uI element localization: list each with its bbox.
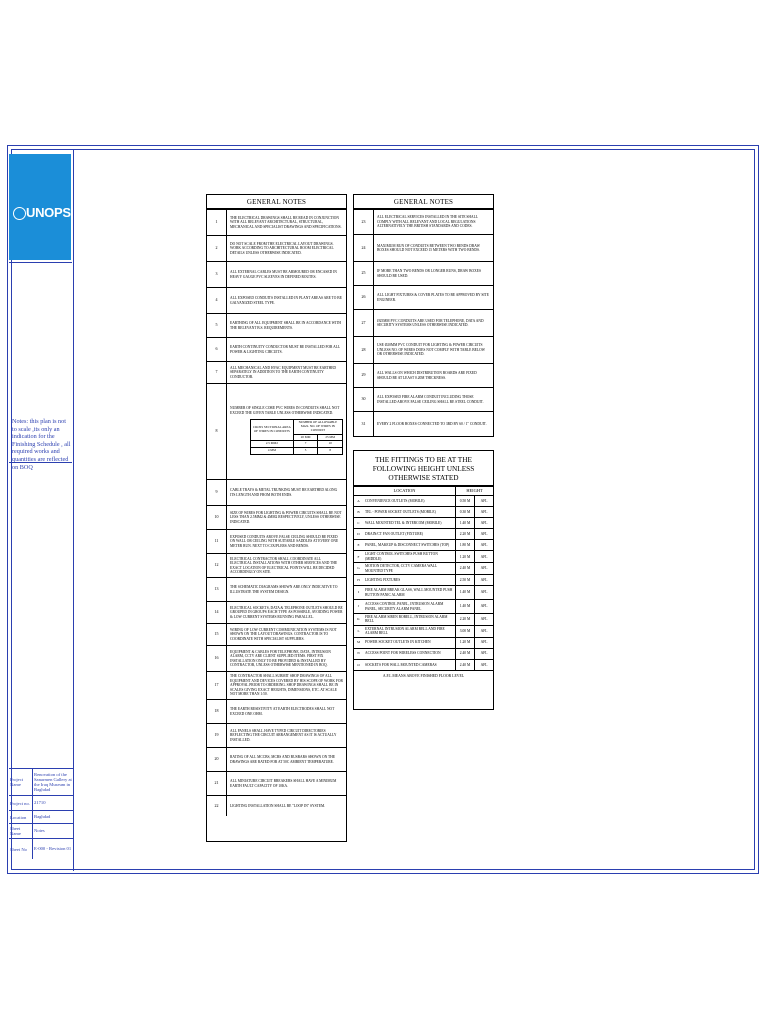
- fitting-reference: AFL: [475, 648, 494, 659]
- note-text-body: THE ELECTRICAL DRAWINGS SHALL BE READ IN CONJUNCTION WITH ALL RELEVANT ARCHITECTURAL, STRUCTURAL, MECHANICAL AND SPECIALIST DRAWINGS AND SPECIFICATIONS.: [230, 215, 342, 229]
- fitting-location: PANEL, MAKEUP & DISCONNECT SWITCHES (TOP): [363, 540, 456, 551]
- fitting-location: CONVENIENCE OUTLETS (MOBILE): [363, 496, 456, 507]
- fitting-index: N: [354, 648, 363, 659]
- fitting-height: 1.20 M: [456, 551, 475, 563]
- fitting-index: B: [354, 507, 363, 518]
- note-row: [354, 388, 493, 412]
- fitting-location: POWER SOCKET OUTLETS IN KITCHEN: [363, 637, 456, 648]
- fitting-index: L: [354, 625, 363, 637]
- note-row: [207, 748, 346, 772]
- conduit-area: 2.5 MM2: [251, 441, 294, 448]
- note-row: [207, 554, 346, 578]
- note-row: [207, 506, 346, 530]
- note-text-body: DO NOT SCALE FROM THE ELECTRICAL LAYOUT DRAWINGS. WORK ACCORDING TO ARCHITECTURAL ROOM ELECTRICAL DETAILS UNLESS OTHERWISE INDICATED.: [230, 241, 334, 255]
- note-text: [227, 554, 347, 578]
- title-block-value: Baghdad: [34, 814, 51, 820]
- note-number: 31: [354, 412, 374, 436]
- divider: [9, 462, 72, 463]
- note-number: 17: [207, 672, 227, 700]
- location-header: LOCATION: [354, 487, 456, 496]
- note-text-body: ALL MINIATURE CIRCUIT BREAKERS SHALL HAVE A MINIMUM EARTH FAULT CAPACITY OF 10KA.: [230, 779, 337, 788]
- note-row: [354, 310, 493, 337]
- note-number: 3: [207, 262, 227, 288]
- note-row: [354, 412, 493, 436]
- note-number: 18: [207, 700, 227, 724]
- note-text-body: ALL WALLS ON WHICH DISTRIBUTION BOARDS ARE FIXED SHOULD BE AT LEAST 0.20M THICKNESS.: [377, 371, 477, 380]
- fitting-location: MOTION DETECTOR, CCTV CAMERA WALL MOUNTED TYPE: [363, 563, 456, 575]
- fitting-index: E: [354, 540, 363, 551]
- note-row: [207, 262, 346, 288]
- note-row: [354, 210, 493, 235]
- title-block-key: Sheet No: [9, 839, 33, 859]
- note-row: [207, 672, 346, 700]
- conduit-sub-25: 25 MM: [318, 434, 343, 441]
- fitting-row: [354, 563, 493, 575]
- note-number: 5: [207, 314, 227, 338]
- note-number: 16: [207, 646, 227, 672]
- note-text-body: THE EARTH RESISTIVITY AT EARTH ELECTRODES SHALL NOT EXCEED ONE OHM.: [230, 707, 335, 716]
- title-block-value: Notes: [34, 828, 45, 834]
- note-text-body: EVERY 2 FLOOR BOXES CONNECTED TO 3BD BY 60 / 1" CONDUIT.: [377, 421, 487, 426]
- note-number: 29: [354, 364, 374, 388]
- note-number: 21: [207, 772, 227, 796]
- fitting-height: 1.40 M: [456, 600, 475, 614]
- note-text: [374, 337, 494, 364]
- title-block-value: 21710: [34, 800, 46, 806]
- logo-text: UNOPS: [26, 205, 71, 220]
- note-number: 24: [354, 235, 374, 262]
- fitting-reference: AFL: [475, 600, 494, 614]
- note-text-body: EXPOSED CONDUITS ABOVE FALSE CEILING SHOULD BE FIXED ON WALL OR CEILING WITH SUITABLE SADDLES AT EVERY ONE METER RUN. NEXT TO COUPLERS AND BENDS.: [230, 534, 339, 548]
- note-row: [207, 362, 346, 384]
- note-text: [227, 796, 347, 816]
- fitting-row: [354, 575, 493, 586]
- note-text: [374, 262, 494, 286]
- note-text-body: CABLE TRAYS & METAL TRUNKING MUST BE EARTHED ALONG ITS LENGTH AND FROM BOTH ENDS.: [230, 488, 338, 497]
- fitting-location: SOCKETS FOR WALL MOUNTED CAMERAS: [363, 659, 456, 670]
- note-text: [227, 646, 347, 672]
- conduit-area: 4 MM: [251, 448, 294, 455]
- fitting-index: D: [354, 529, 363, 540]
- note-number: 14: [207, 602, 227, 624]
- fittings-title: THE FITTINGS TO BE AT THE FOLLOWING HEIGHT UNLESS OTHERWISE STATED: [354, 451, 493, 486]
- title-block: [9, 768, 73, 859]
- fitting-reference: AFL: [475, 496, 494, 507]
- note-number: 25: [354, 262, 374, 286]
- fitting-location: TEL - POWER SOCKET OUTLETS (MOBILE): [363, 507, 456, 518]
- note-row: [207, 384, 346, 480]
- note-row: [207, 210, 346, 236]
- note-text-body: EARTH CONTINUITY CONDUCTOR MUST BE INSTALLED FOR ALL POWER & LIGHTING CIRCUITS.: [230, 345, 341, 354]
- note-row: [207, 796, 346, 816]
- note-number: 23: [354, 210, 374, 235]
- title-block-value: Renovation of the Sanarmen Gallery at the Iraq Museum in Baghdad: [34, 771, 72, 793]
- note-number: 20: [207, 748, 227, 772]
- note-text-body: ELECTRICAL CONTRACTOR SHALL COORDINATE ALL ELECTRICAL INSTALLATIONS WITH OTHER SERVICES AND THE EXACT LOCATION OF ELECTRICAL POINTS WILL BE DECIDED ACCORDINGLY ON SITE.: [230, 556, 338, 574]
- fitting-location: FIRE ALARM BREAK GLASS, WALL MOUNTED PUSH BUTTON PANIC ALARM: [363, 586, 456, 600]
- note-row: [354, 286, 493, 310]
- conduit-col-area: CROSS SECTIONAL AREA OF WIRES IN CONDUITS: [251, 420, 294, 441]
- fitting-height: 2.50 M: [456, 575, 475, 586]
- conduit-col-wires: NUMBER OF ALLOWABLE MAX. NO. OF WIRES IN CONDUIT: [293, 420, 342, 434]
- note-row: [207, 480, 346, 506]
- fitting-row: [354, 540, 493, 551]
- title-block-key: Project Name: [9, 769, 33, 795]
- note-text-body: SIZE OF WIRES FOR LIGHTING & POWER CIRCUITS SHALL BE NOT LESS THAN 2.5MM2 & 4MM2 RESPECTIVELY, UNLESS OTHERWISE INDICATED.: [230, 510, 342, 524]
- fitting-reference: AFL: [475, 563, 494, 575]
- fitting-height: 0.30 M: [456, 507, 475, 518]
- fitting-height: 3.00 M: [456, 625, 475, 637]
- note-text: [227, 506, 347, 530]
- fitting-height: 1.40 M: [456, 518, 475, 529]
- title-block-row: [9, 810, 73, 823]
- note-text-body: THE CONTRACTOR SHALL SUBMIT SHOP DRAWINGS OF ALL EQUIPMENT AND DEVICES COVERED BY HIS SCOPE OF WORK FOR APPROVAL PRIOR TO ORDERING. SHOP DRAWINGS SHALL BE IN SCALES GIVING EXACT HEIGHTS, DIMENSIONS, ETC. AT SCALE NOT MORE THAN 1:50.: [230, 674, 343, 697]
- note-text: [227, 724, 347, 748]
- note-number: 26: [354, 286, 374, 310]
- note-row: [207, 578, 346, 602]
- note-row: [354, 337, 493, 364]
- conduit-count-20: 5: [293, 448, 318, 455]
- note-text-body: THE SCHEMATIC DIAGRAMS SHOWN ARE ONLY INDICATIVE TO ILLUSTRATE THE SYSTEM DESIGN.: [230, 585, 338, 594]
- fitting-index: F: [354, 551, 363, 563]
- fitting-height: 2.20 M: [456, 614, 475, 626]
- note-text-body: EQUIPMENT & CABLES FOR TELEPHONE, DATA, INTRUSION ALARM, CCTV ARE CLIENT SUPPLIED ITEMS. FIRST FIX INSTALLATION ONLY TO BE PROVIDED & INSTALLED BY CONTRACTOR, UNLESS OTHERWISE MENTIONED IN BOQ.: [230, 649, 331, 667]
- fitting-row: [354, 551, 493, 563]
- note-text: [374, 286, 494, 310]
- fitting-reference: AFL: [475, 614, 494, 626]
- title-sidebar: [9, 150, 74, 871]
- fittings-height-panel: [353, 450, 494, 710]
- note-text-body: ALL EXPOSED FIRE ALARM CONDUIT INCLUDING THOSE INSTALLED ABOVE FALSE CEILING SHALL BE STEEL CONDUIT.: [377, 395, 484, 404]
- note-text: [227, 672, 347, 700]
- note-text-body: ALL EXPOSED CONDUITS INSTALLED IN PLANT AREAS ARE TO BE GALVANIZED STEEL TYPE.: [230, 296, 342, 305]
- note-text: [227, 288, 347, 314]
- fitting-height: 1.80 M: [456, 540, 475, 551]
- note-number: 15: [207, 624, 227, 646]
- fitting-index: H: [354, 575, 363, 586]
- fitting-index: I: [354, 586, 363, 600]
- fittings-table: [354, 486, 493, 670]
- note-number: 6: [207, 338, 227, 362]
- fitting-reference: AFL: [475, 529, 494, 540]
- fitting-location: DRAIN/CT FAN OUTLET (FIXTURE): [363, 529, 456, 540]
- title-block-key: Location: [9, 811, 33, 823]
- title-block-row: [9, 823, 73, 838]
- note-row: [207, 236, 346, 262]
- note-text-body: Ø25MM PVC CONDUITS ARE USED FOR TELEPHONE, DATA AND SECURITY SYSTEMS UNLESS OTHERWISE INDICATED.: [377, 318, 484, 327]
- note-text-body: ELECTRICAL SOCKETS, DATA & TELEPHONE OUTLETS SHOULD BE GROUPED IN GROUPS EACH TYPE AS POSSIBLE, AVOIDING POWER & LOW CURRENT SYSTEMS RUNNING PARALLEL.: [230, 605, 343, 619]
- note-number: 10: [207, 506, 227, 530]
- fitting-row: [354, 637, 493, 648]
- fitting-location: ACCESS CONTROL PANEL, INTRUSION ALARM PANEL, SECURITY ALARM PANEL: [363, 600, 456, 614]
- panel-title: GENERAL NOTES: [207, 195, 346, 209]
- fitting-row: [354, 659, 493, 670]
- note-number: 1: [207, 210, 227, 236]
- fitting-reference: AFL: [475, 659, 494, 670]
- note-text: [227, 772, 347, 796]
- fitting-row: [354, 529, 493, 540]
- note-number: 9: [207, 480, 227, 506]
- notes-table: [207, 209, 346, 816]
- height-header: HEIGHT: [456, 487, 494, 496]
- note-text-body: RATING OF ALL MCCBS, MCBS AND BUSBARS SHOWN ON THE DRAWINGS ARE RATED FOR AT 50C AMBIENT TEMPERATURE.: [230, 755, 336, 764]
- fitting-row: [354, 625, 493, 637]
- note-text: [227, 210, 347, 236]
- conduit-count-25: 8: [318, 448, 343, 455]
- note-text: [227, 700, 347, 724]
- fitting-location: WALL MOUNTED TEL & INTERCOM (MOBILE): [363, 518, 456, 529]
- fitting-height: 1.20 M: [456, 637, 475, 648]
- fitting-index: M: [354, 637, 363, 648]
- fitting-reference: AFL: [475, 507, 494, 518]
- panel-title: GENERAL NOTES: [354, 195, 493, 209]
- note-row: [354, 262, 493, 286]
- note-row: [207, 700, 346, 724]
- fitting-index: K: [354, 614, 363, 626]
- note-number: 22: [207, 796, 227, 816]
- fitting-height: 2.40 M: [456, 563, 475, 575]
- fitting-location: ACCESS POINT FOR WIRELESS CONNECTION: [363, 648, 456, 659]
- note-text: [374, 235, 494, 262]
- note-text-body: USE Ø20MM PVC CONDUIT FOR LIGHTING & POWER CIRCUITS UNLESS NO. OF WIRES DOES NOT COMPLY WITH TABLE BELOW OR OTHERWISE INDICATED.: [377, 343, 485, 357]
- fitting-height: 1.40 M: [456, 586, 475, 600]
- note-text-body: IF MORE THAN TWO BENDS OR LONGER RUNS, DRAW BOXES SHOULD BE USED.: [377, 269, 481, 278]
- note-text: [227, 236, 347, 262]
- note-row: [354, 364, 493, 388]
- note-row: [354, 235, 493, 262]
- note-row: [207, 602, 346, 624]
- note-text: [374, 412, 494, 436]
- conduit-count-25: 10: [318, 441, 343, 448]
- note-number: 2: [207, 236, 227, 262]
- fitting-reference: AFL: [475, 637, 494, 648]
- note-number: 30: [354, 388, 374, 412]
- note-number: 7: [207, 362, 227, 384]
- note-text: [227, 362, 347, 384]
- general-notes-panel-1: [206, 194, 347, 842]
- fitting-height: 2.20 M: [456, 529, 475, 540]
- notes-disclaimer: Notes: this plan is not to scale ,its only an indication for the Finishing Schedule , all required works and quantities are reflected on BOQ: [12, 418, 71, 471]
- fitting-row: [354, 507, 493, 518]
- note-text-body: MAXIMUM RUN OF CONDUITS BETWEEN TWO BENDS DRAW BOXES SHOULD NOT EXCEED 15 METERS WITH TWO BENDS.: [377, 243, 480, 252]
- note-text: [374, 364, 494, 388]
- note-text: [227, 262, 347, 288]
- fitting-reference: AFL: [475, 540, 494, 551]
- fitting-index: G: [354, 563, 363, 575]
- fitting-index: J: [354, 600, 363, 614]
- fitting-location: FIRE ALARM SIREN BOBELL, INTRUSION ALARM BELL: [363, 614, 456, 626]
- title-block-key: Project no.: [9, 796, 33, 810]
- fitting-location: EXTERNAL INTRUSION ALARM BELL AND FIRE ALARM BELL: [363, 625, 456, 637]
- fitting-reference: AFL: [475, 625, 494, 637]
- note-text: [374, 388, 494, 412]
- note-text-body: ALL ELECTRICAL SERVICES INSTALLED IN THE SITE SHALL COMPLY WITH ALL RELEVANT AND LOCAL REGULATIONS ALTERNATIVELY THE BRITISH STANDARDS AND CODES.: [377, 215, 478, 229]
- note-text: [227, 314, 347, 338]
- conduit-table: [250, 419, 343, 455]
- note-text: [227, 748, 347, 772]
- fitting-row: [354, 648, 493, 659]
- note-number: 13: [207, 578, 227, 602]
- fitting-location: LIGHTING FIXTURES: [363, 575, 456, 586]
- note-text: [227, 384, 347, 480]
- notes-table: [354, 209, 493, 436]
- note-number: 19: [207, 724, 227, 748]
- conduit-count-20: 7: [293, 441, 318, 448]
- unops-logo: [9, 154, 71, 260]
- conduit-sub-20: 20 MM: [293, 434, 318, 441]
- note-text-body: LIGHTING INSTALLATION SHALL BE "LOOP IN" SYSTEM.: [230, 803, 326, 808]
- fitting-row: [354, 600, 493, 614]
- divider: [9, 262, 72, 263]
- fitting-row: [354, 496, 493, 507]
- note-row: [207, 772, 346, 796]
- note-text: [374, 210, 494, 235]
- note-row: [207, 646, 346, 672]
- fitting-height: 0.50 M: [456, 496, 475, 507]
- note-text-body: ALL PANELS SHALL HAVE TYPED CIRCUIT DIRECTORIES REFLECTING THE CIRCUIT ARRANGEMENT AS IT IS ACTUALLY INSTALLED.: [230, 728, 337, 742]
- fitting-reference: AFL: [475, 551, 494, 563]
- fitting-reference: AFL: [475, 518, 494, 529]
- fitting-index: O: [354, 659, 363, 670]
- un-emblem-icon: [13, 207, 26, 220]
- fitting-row: [354, 586, 493, 600]
- note-number: 11: [207, 530, 227, 554]
- fitting-index: A: [354, 496, 363, 507]
- fitting-height: 2.40 M: [456, 659, 475, 670]
- note-text: [227, 578, 347, 602]
- title-block-key: Sheet Name: [9, 824, 33, 838]
- fitting-reference: AFL: [475, 586, 494, 600]
- note-text: [227, 338, 347, 362]
- note-row: [207, 288, 346, 314]
- fitting-row: [354, 518, 493, 529]
- fitting-reference: AFL: [475, 575, 494, 586]
- title-block-row: [9, 795, 73, 810]
- fitting-row: [354, 614, 493, 626]
- note-number: 4: [207, 288, 227, 314]
- general-notes-panel-2: [353, 194, 494, 437]
- note-text: [227, 624, 347, 646]
- note-text-body: ALL MECHANICAL AND HVAC EQUIPMENT MUST BE EARTHED SEPARATELY IN ADDITION TO THE EARTH CONTINUITY CONDUCTOR.: [230, 365, 337, 379]
- fittings-header-row: [354, 487, 493, 496]
- fitting-location: LIGHT CONTROL SWITCHES PUSH BUTTON (MIDDLE): [363, 551, 456, 563]
- note-text: [227, 530, 347, 554]
- note-text-body: ALL LIGHT FIXTURES & COVER PLATES TO BE APPROVED BY SITE ENGINEER.: [377, 293, 489, 302]
- note-number: 27: [354, 310, 374, 337]
- note-row: [207, 624, 346, 646]
- title-block-row: [9, 768, 73, 795]
- note-text-body: ALL EXTERNAL CABLES MUST BE ARMOURED OR ENCASED IN HEAVY GAUGE PVC SLEEVES IN DEFINED ROUTES.: [230, 270, 337, 279]
- note-text-body: EARTHING OF ALL EQUIPMENT SHALL BE IN ACCORDANCE WITH THE RELEVANT B.S. REQUIREMENTS.: [230, 321, 341, 330]
- note-number: 12: [207, 554, 227, 578]
- fittings-footnote: A.F.L MEANS ABOVE FINISHED FLOOR LEVEL: [354, 670, 493, 681]
- fitting-height: 2.40 M: [456, 648, 475, 659]
- note-text: [227, 602, 347, 624]
- note-row: [207, 314, 346, 338]
- note-text: [227, 480, 347, 506]
- note-text-body: NUMBER OF SINGLE CORE PVC WIRES IN CONDUITS SHALL NOT EXCEED THE GIVEN TABLE UNLESS OTHERWISE INDICATED.: [230, 406, 340, 415]
- note-row: [207, 724, 346, 748]
- note-row: [207, 338, 346, 362]
- note-text-body: WIRING OF LOW CURRENT COMMUNICATION SYSTEMS IS NOT SHOWN ON THE LAYOUT DRAWINGS. CONTRACTOR IS TO COORDINATE WITH SPECIALIST SUPPLIERS.: [230, 627, 337, 641]
- title-block-value: E-000 - Revision 01: [34, 846, 72, 852]
- note-number: 8: [207, 384, 227, 480]
- fitting-index: C: [354, 518, 363, 529]
- note-number: 28: [354, 337, 374, 364]
- title-block-row: [9, 838, 73, 859]
- note-text: [374, 310, 494, 337]
- note-row: [207, 530, 346, 554]
